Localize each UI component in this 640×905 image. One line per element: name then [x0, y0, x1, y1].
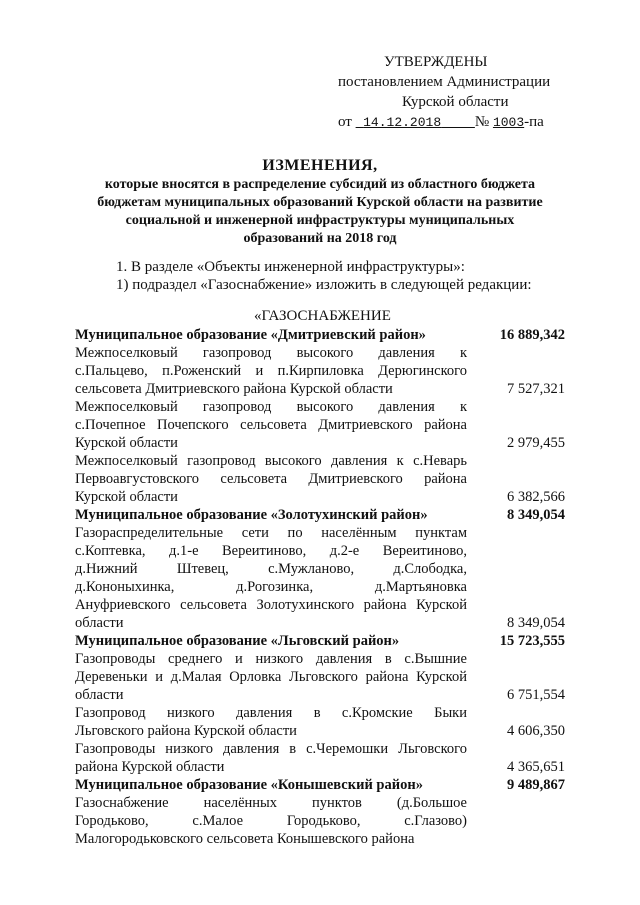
row-description	[75, 632, 467, 650]
municipality-row	[75, 506, 565, 524]
description-line: Городьково, с.Малое Городьково, с.Глазово)	[75, 813, 467, 829]
intro-line-2: 1) подраздел «Газоснабжение» изложить в следующей редакции:	[116, 277, 532, 293]
project-row	[75, 452, 565, 506]
project-row	[75, 398, 565, 452]
description-line: Межпоселковый газопровод высокого давления к	[75, 399, 467, 415]
approval-dateline	[338, 112, 550, 133]
description-line: Газопроводы среднего и низкого давления в с.Вышние	[75, 651, 467, 667]
row-amount: 6 382,566	[507, 489, 565, 505]
description-line: с.Пальцево, п.Роженский и п.Кирпиловка Дерюгинского	[75, 363, 467, 379]
municipality-row	[75, 776, 565, 794]
project-row	[75, 650, 565, 704]
row-amount: 15 723,555	[499, 633, 565, 649]
row-description	[75, 794, 467, 848]
approval-number: 1003	[492, 115, 525, 130]
description-line: Деревеньки и д.Малая Орловка Льговского района Курской	[75, 669, 467, 685]
description-line: Малогородьковского сельсовета Конышевского района	[75, 831, 415, 847]
project-row	[75, 794, 565, 848]
project-row	[75, 704, 565, 740]
approval-date: 14.12.2018	[363, 115, 442, 130]
description-line: Газопроводы низкого давления в с.Черемошки Льговского	[75, 741, 467, 757]
description-line: Муниципальное образование «Конышевский район»	[75, 777, 423, 793]
heading-line: образований на 2018 год	[243, 231, 397, 246]
subsidy-table	[75, 326, 565, 848]
number-suffix: -па	[524, 114, 544, 130]
intro-text	[116, 258, 532, 294]
row-amount: 6 751,554	[507, 687, 565, 703]
description-line: Льговского района Курской области	[75, 723, 297, 739]
row-description	[75, 740, 467, 776]
description-line: области	[75, 615, 124, 631]
description-line: Курской области	[75, 489, 178, 505]
approval-title: УТВЕРЖДЕНЫ	[384, 54, 488, 70]
description-line: д.Нижний Штевец, с.Мужланово, д.Слободка,	[75, 561, 467, 577]
row-amount: 8 349,054	[507, 615, 565, 631]
approval-line-region: Курской области	[402, 94, 509, 110]
description-line: района Курской области	[75, 759, 225, 775]
number-prefix: №	[474, 114, 490, 130]
description-line: с.Коптевка, д.1-е Вереитиново, д.2-е Вереитиново,	[75, 543, 467, 559]
description-line: Ануфриевского сельсовета Золотухинского района Курской	[75, 597, 467, 613]
description-line: Муниципальное образование «Золотухинский район»	[75, 507, 428, 523]
row-description	[75, 776, 467, 794]
description-line: с.Почепное Почепского сельсовета Дмитриевского района	[75, 417, 467, 433]
description-line: Газоснабжение населённых пунктов (д.Большое	[75, 795, 467, 811]
row-amount: 2 979,455	[507, 435, 565, 451]
project-row	[75, 344, 565, 398]
description-line: Газопровод низкого давления в с.Кромские Быки	[75, 705, 467, 721]
row-description	[75, 524, 467, 632]
project-row	[75, 524, 565, 632]
row-amount: 4 606,350	[507, 723, 565, 739]
row-amount: 7 527,321	[507, 381, 565, 397]
row-description	[75, 452, 467, 506]
description-line: Газораспределительные сети по населённым пунктам	[75, 525, 467, 541]
project-row	[75, 740, 565, 776]
heading-line: бюджетам муниципальных образований Курской области на развитие	[97, 195, 543, 210]
document-heading	[60, 156, 580, 248]
description-line: Межпоселковый газопровод высокого давления к с.Неварь	[75, 453, 467, 469]
row-description	[75, 506, 467, 524]
date-prefix: от	[338, 114, 352, 130]
heading-line: которые вносятся в распределение субсидий из областного бюджета	[104, 177, 536, 192]
intro-line-1: 1. В разделе «Объекты инженерной инфраструктуры»:	[116, 259, 465, 275]
section-title: «ГАЗОСНАБЖЕНИЕ	[254, 308, 391, 324]
description-line: Первоавгустовского сельсовета Дмитриевского района	[75, 471, 467, 487]
description-line: Муниципальное образование «Дмитриевский район»	[75, 327, 426, 343]
description-line: Курской области	[75, 435, 178, 451]
approval-block	[338, 52, 550, 133]
approval-line-resolution: постановлением Администрации	[338, 74, 551, 90]
description-line: Муниципальное образование «Льговский район»	[75, 633, 400, 649]
description-line: д.Кононыхинка, д.Рогозинка, д.Мартьяновка	[75, 579, 467, 595]
municipality-row	[75, 326, 565, 344]
row-amount: 16 889,342	[499, 327, 565, 343]
row-description	[75, 650, 467, 704]
description-line: Межпоселковый газопровод высокого давления к	[75, 345, 467, 361]
row-description	[75, 704, 467, 740]
row-amount: 4 365,651	[507, 759, 565, 775]
description-line: области	[75, 687, 124, 703]
row-description	[75, 326, 467, 344]
heading-title: ИЗМЕНЕНИЯ,	[262, 157, 378, 174]
heading-line: социальной и инженерной инфраструктуры муниципальных	[125, 213, 515, 228]
description-line: сельсовета Дмитриевского района Курской области	[75, 381, 393, 397]
row-description	[75, 398, 467, 452]
row-amount: 8 349,054	[507, 507, 565, 523]
row-amount: 9 489,867	[507, 777, 565, 793]
municipality-row	[75, 632, 565, 650]
row-description	[75, 344, 467, 398]
